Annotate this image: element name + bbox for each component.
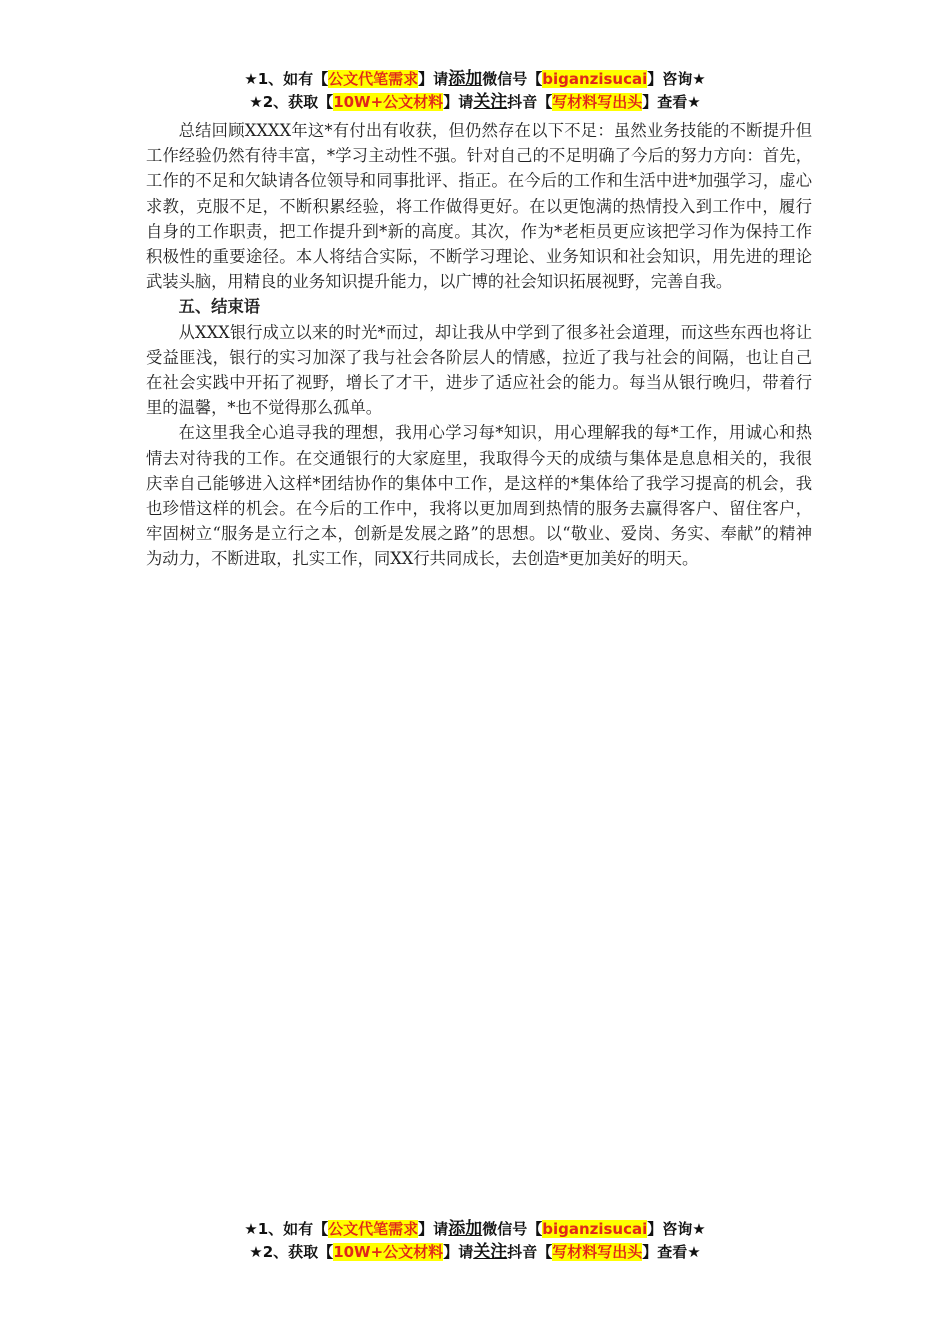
section-heading-conclusion: 五、结束语 <box>178 297 261 317</box>
highlighted-tag: 10W+公文材料 <box>333 1243 444 1261</box>
banner-text: 】请 <box>418 1220 449 1238</box>
highlighted-tag: 公文代笔需求 <box>328 1220 419 1238</box>
banner-line-2 <box>0 91 950 114</box>
emphasis-text: 关注 <box>473 92 508 112</box>
banner-text: ★1、如有【 <box>244 70 329 88</box>
banner-text: 】请 <box>443 1243 474 1261</box>
paragraph-conclusion-2: 在这里我全心追寻我的理想，我用心学习每*知识，用心理解我的每*工作，用诚心和热情去对待我的工作。在交通银行的大家庭里，我取得今天的成绩与集体是息息相关的，我很庆幸自己能够进入这样*团结协作的集体中工作，是这样的*集体给了我学习提高的机会，我也珍惜这样的机会。在今后的工作中，我将以更加周到热情的服务去赢得客户、留住客户，牢固树立“服务是立行之本，创新是发展之路”的思想。以“敬业、爱岗、务实、奉献”的精神为动力，不断进取，扎实工作，同XX行共同成长，去创造*更加美好的明天。 <box>146 423 812 569</box>
highlighted-tag: 10W+公文材料 <box>333 93 444 111</box>
banner-text: 】请 <box>443 93 474 111</box>
banner-text: 微信号【 <box>482 1220 543 1238</box>
highlighted-tag: 公文代笔需求 <box>328 70 419 88</box>
emphasis-text: 添加 <box>448 1219 483 1239</box>
douyin-account: 写材料写出头 <box>552 1243 643 1261</box>
banner-text: 】咨询★ <box>647 1220 706 1238</box>
footer-banner <box>0 1218 950 1264</box>
emphasis-text: 添加 <box>448 69 483 89</box>
wechat-id: biganzisucai <box>542 70 648 88</box>
banner-text: 】请 <box>418 70 449 88</box>
banner-text: 抖音【 <box>507 93 553 111</box>
banner-text: ★2、获取【 <box>249 93 334 111</box>
banner-line-1 <box>0 68 950 91</box>
banner-text: ★2、获取【 <box>249 1243 334 1261</box>
banner-text: 微信号【 <box>482 70 543 88</box>
emphasis-text: 关注 <box>473 1242 508 1262</box>
banner-text: 】查看★ <box>642 1243 701 1261</box>
banner-text: ★1、如有【 <box>244 1220 329 1238</box>
paragraph-conclusion-1: 从XXX银行成立以来的时光*而过，却让我从中学到了很多社会道理，而这些东西也将让受益匪浅，银行的实习加深了我与社会各阶层人的情感，拉近了我与社会的间隔，也让自己在社会实践中开拓了视野，增长了才干，进步了适应社会的能力。每当从银行晚归，带着行里的温馨，*也不觉得那么孤单。 <box>146 322 812 418</box>
header-banner <box>0 68 950 114</box>
banner-text: 抖音【 <box>507 1243 553 1261</box>
banner-text: 】咨询★ <box>647 70 706 88</box>
document-body <box>146 118 812 572</box>
banner-line-1 <box>0 1218 950 1241</box>
wechat-id: biganzisucai <box>542 1220 648 1238</box>
paragraph-summary: 总结回顾XXXX年这*有付出有收获，但仍然存在以下不足：虽然业务技能的不断提升但工作经验仍然有待丰富，*学习主动性不强。针对自己的不足明确了今后的努力方向：首先，工作的不足和欠缺请各位领导和同事批评、指正。在今后的工作和生活中进*加强学习，虚心求教，克服不足，不断积累经验，将工作做得更好。在以更饱满的热情投入到工作中，履行自身的工作职责，把工作提升到*新的高度。其次，作为*老柜员更应该把学习作为保持工作积极性的重要途径。本人将结合实际，不断学习理论、业务知识和社会知识，用先进的理论武装头脑，用精良的业务知识提升能力，以广博的社会知识拓展视野，完善自我。 <box>146 121 812 292</box>
banner-text: 】查看★ <box>642 93 701 111</box>
banner-line-2 <box>0 1241 950 1264</box>
douyin-account: 写材料写出头 <box>552 93 643 111</box>
